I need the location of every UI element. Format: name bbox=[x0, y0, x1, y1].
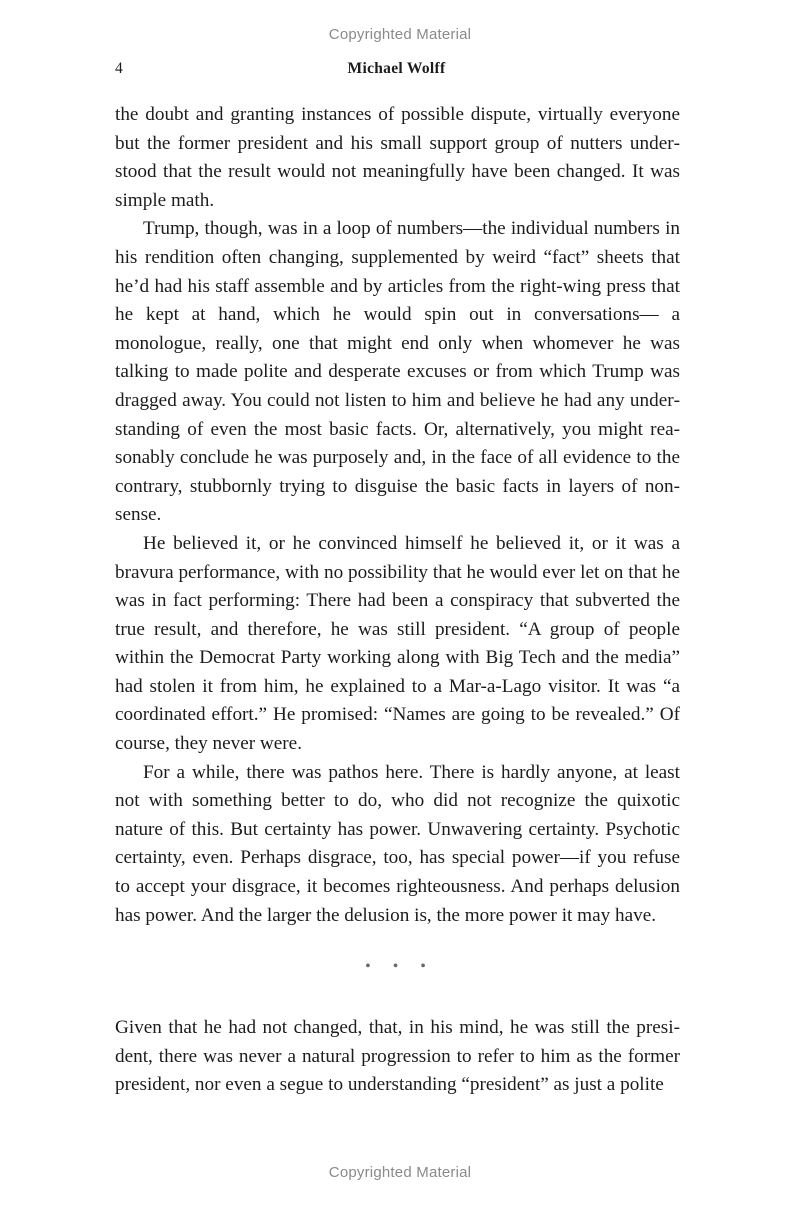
paragraph: For a while, there was pathos here. There is hardly anyone, at least not with something better to do, who did not recognize the quixotic nature of this. But certainty has power. Unwavering certainty. Psychotic certainty, even. Perhaps disgrace, too, has special power—if you refuse to accept your disgrace, it becomes righteousness. And perhaps delusion has power. And the larger the delusion is, the more power it may have. bbox=[115, 761, 680, 926]
page-number: 4 bbox=[115, 60, 123, 77]
paragraph: He believed it, or he convinced himself he believed it, or it was a bravura performance, with no possibility that he would ever let on that he was in fact performing: There had been a conspiracy that subverted the true result, and therefore, he was still president. “A group of people within the Democrat Party working along with Big Tech and the media” had stolen it from him, he explained to a Mar-a-Lago visitor. It was “a coordinated effort.” He promised: “Names are going to be revealed.” Of course, they never were. bbox=[115, 532, 680, 755]
paragraph-continued: the doubt and granting instances of possible dispute, virtually everyone but the former president and his small support group of nutters understood that the result would not meaningfully have been changed. It was simple math. bbox=[115, 104, 680, 211]
running-head bbox=[115, 60, 678, 82]
body-text-after-break bbox=[115, 1014, 680, 1100]
copyright-watermark-top: Copyrighted Material bbox=[328, 26, 472, 43]
body-text bbox=[115, 101, 680, 930]
copyright-watermark-bottom: Copyrighted Material bbox=[328, 1164, 472, 1181]
scene-break-ornament: • • • bbox=[365, 958, 435, 975]
paragraph-section-start: Given that he had not changed, that, in his mind, he was still the president, there was never a natural progression to refer to him as the former president, nor even a segue to understanding “president” as just a polite bbox=[115, 1017, 680, 1096]
paragraph: Trump, though, was in a loop of numbers—the individual numbers in his rendition often changing, supplemented by weird “fact” sheets that he’d had his staff assemble and by articles from the right-wing press that he kept at hand, which he would spin out in conversations— a monologue, really, one that might end only when whomever he was talking to made polite and desperate excuses or from which Trump was dragged away. You could not listen to him and believe he had any understanding of even the most basic facts. Or, alternatively, you might reasonably conclude he was purposely and, in the face of all evidence to the contrary, stubbornly trying to disguise the basic facts in layers of nonsense. bbox=[115, 218, 680, 526]
author-name: Michael Wolff bbox=[347, 60, 446, 77]
